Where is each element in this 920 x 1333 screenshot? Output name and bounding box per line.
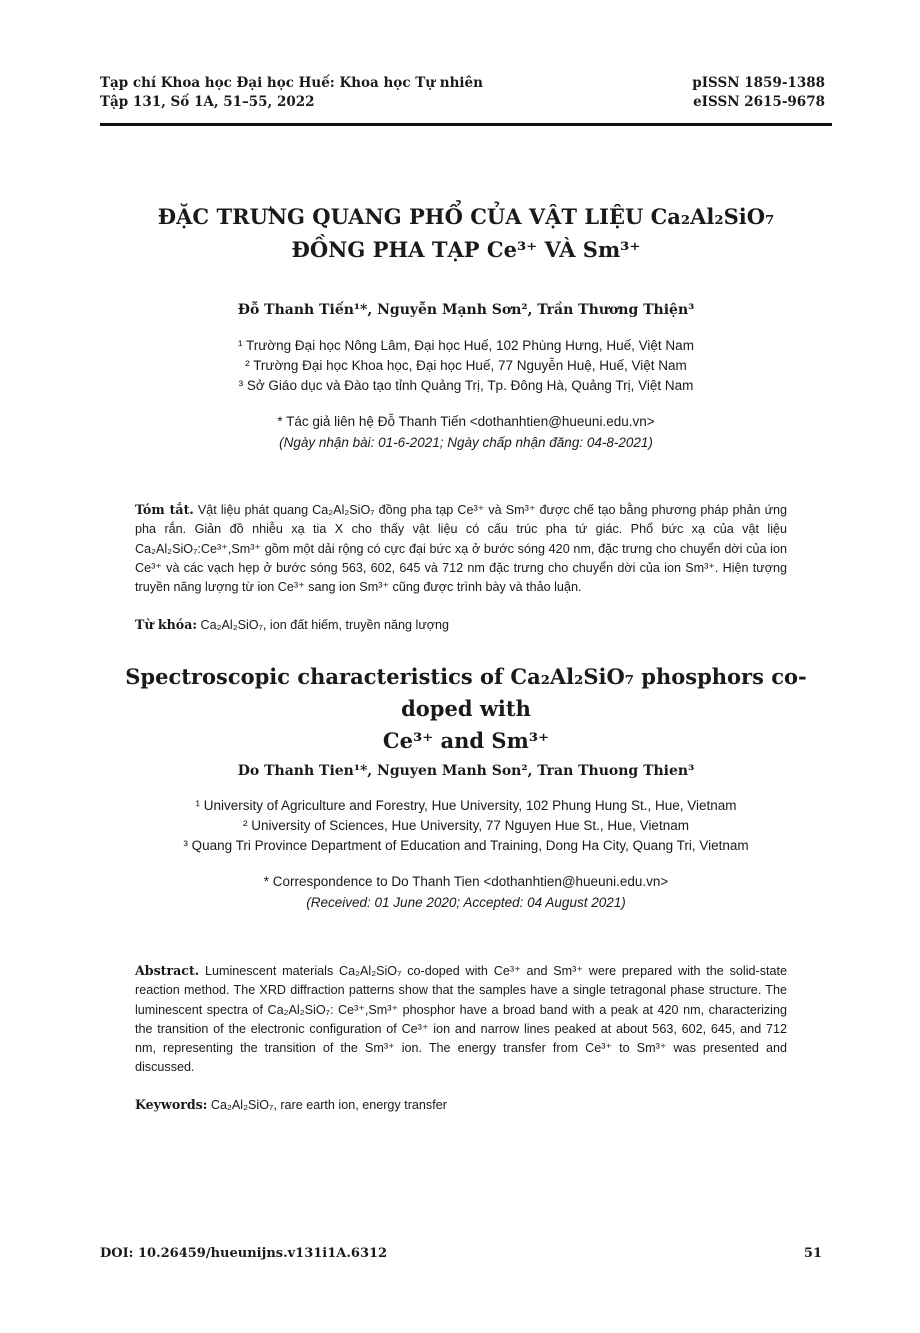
dates-vi: (Ngày nhận bài: 01-6-2021; Ngày chấp nhận đăng: 04-8-2021) xyxy=(279,435,653,450)
title-vietnamese xyxy=(100,200,832,266)
abstract-vi-label: Tóm tắt. xyxy=(135,502,194,517)
correspondence-vi-text: * Tác giả liên hệ Đỗ Thanh Tiến <dothanhtien@hueuni.edu.vn> xyxy=(277,414,655,429)
keywords-vietnamese xyxy=(135,615,787,635)
abstract-vi-text: Vật liệu phát quang Ca₂Al₂SiO₇ đồng pha tạp Ce³⁺ và Sm³⁺ được chế tạo bằng phương pháp phản ứng pha rắn. Giản đồ nhiễu xạ tia X cho thấy vật liệu có cấu trúc pha tứ giác. Phổ bức xạ của vật liệu Ca₂Al₂SiO₇:Ce³⁺,Sm³⁺ gồm một dải rộng có cực đại bức xạ ở bước sóng 420 nm, đặc trưng cho chuyển dời của ion Ce³⁺ và các vạch hẹp ở bước sóng 563, 602, 645 và 712 nm đặc trưng cho chuyển dời của ion Sm³⁺. Hiện tượng truyền năng lượng từ ion Ce³⁺ sang ion Sm³⁺ cũng được trình bày và thảo luận. xyxy=(135,503,788,595)
title-vi-line2: ĐỒNG PHA TẠP Ce³⁺ VÀ Sm³⁺ xyxy=(291,237,641,262)
pissn: pISSN 1859-1388 xyxy=(692,75,825,91)
abstract-en-label: Abstract. xyxy=(135,963,200,978)
page-number: 51 xyxy=(803,1246,822,1261)
abstract-en-text: Luminescent materials Ca₂Al₂SiO₇ co-doped with Ce³⁺ and Sm³⁺ were prepared with the solid-state reaction method. The XRD diffraction patterns show that the samples have a single tetragonal phase structure. The luminescent spectra of Ca₂Al₂SiO₇: Ce³⁺,Sm³⁺ phosphor have a broad band with a peak at 420 nm, characterizing the transition of the electronic configuration of Ce³⁺ ion and narrow lines peaked at about 563, 602, 645, and 712 nm, representing the transition of the Sm³⁺ ion. The energy transfer from Ce³⁺ to Sm³⁺ was presented and discussed. xyxy=(135,964,787,1075)
dates-en: (Received: 01 June 2020; Accepted: 04 August 2021) xyxy=(306,895,626,910)
affiliations-english xyxy=(100,796,832,856)
keywords-en-text: Ca₂Al₂SiO₇, rare earth ion, energy transfer xyxy=(210,1098,447,1112)
affiliation-vi-1: ¹ Trường Đại học Nông Lâm, Đại học Huế, 102 Phùng Hưng, Huế, Việt Nam xyxy=(238,338,694,353)
affiliation-vi-3: ³ Sở Giáo dục và Đào tạo tỉnh Quảng Trị, Tp. Đông Hà, Quảng Trị, Việt Nam xyxy=(238,378,694,393)
header-rule xyxy=(100,123,832,126)
authors-vietnamese: Đỗ Thanh Tiến¹*, Nguyễn Mạnh Sơn², Trần Thương Thiện³ xyxy=(237,302,695,318)
journal-header xyxy=(100,74,483,112)
affiliations-vietnamese xyxy=(100,336,832,396)
journal-name: Tạp chí Khoa học Đại học Huế: Khoa học Tự nhiên xyxy=(100,75,483,91)
title-en-line1: Spectroscopic characteristics of Ca₂Al₂SiO₇ phosphors co-doped with xyxy=(125,664,807,721)
journal-volume: Tập 131, Số 1A, 51–55, 2022 xyxy=(100,94,315,110)
title-english xyxy=(100,661,832,757)
affiliation-en-1: ¹ University of Agriculture and Forestry, Hue University, 102 Phung Hung St., Hue, Vietnam xyxy=(195,798,737,813)
title-en-line2: Ce³⁺ and Sm³⁺ xyxy=(382,728,550,753)
abstract-english xyxy=(135,961,787,1078)
keywords-english xyxy=(135,1095,787,1115)
affiliation-vi-2: ² Trường Đại học Khoa học, Đại học Huế, 77 Nguyễn Huệ, Huế, Việt Nam xyxy=(245,358,687,373)
affiliation-en-3: ³ Quang Tri Province Department of Education and Training, Dong Ha City, Quang Tri, Vietnam xyxy=(183,838,749,853)
eissn: eISSN 2615-9678 xyxy=(693,94,825,110)
abstract-vietnamese xyxy=(135,500,787,597)
correspondence-english xyxy=(100,871,832,913)
correspondence-vietnamese xyxy=(100,411,832,453)
correspondence-en-text: * Correspondence to Do Thanh Tien <dothanhtien@hueuni.edu.vn> xyxy=(263,874,669,889)
keywords-vi-label: Từ khóa: xyxy=(135,617,198,632)
keywords-vi-text: Ca₂Al₂SiO₇, ion đất hiếm, truyền năng lượng xyxy=(200,618,450,632)
issn-block xyxy=(692,74,825,112)
affiliation-en-2: ² University of Sciences, Hue University, 77 Nguyen Hue St., Hue, Vietnam xyxy=(243,818,689,833)
doi: DOI: 10.26459/hueunijns.v131i1A.6312 xyxy=(100,1246,388,1261)
keywords-en-label: Keywords: xyxy=(135,1097,208,1112)
title-vi-line1: ĐẶC TRƯNG QUANG PHỔ CỦA VẬT LIỆU Ca₂Al₂SiO₇ xyxy=(157,204,775,229)
authors-english: Do Thanh Tien¹*, Nguyen Manh Son², Tran Thuong Thien³ xyxy=(237,763,695,779)
